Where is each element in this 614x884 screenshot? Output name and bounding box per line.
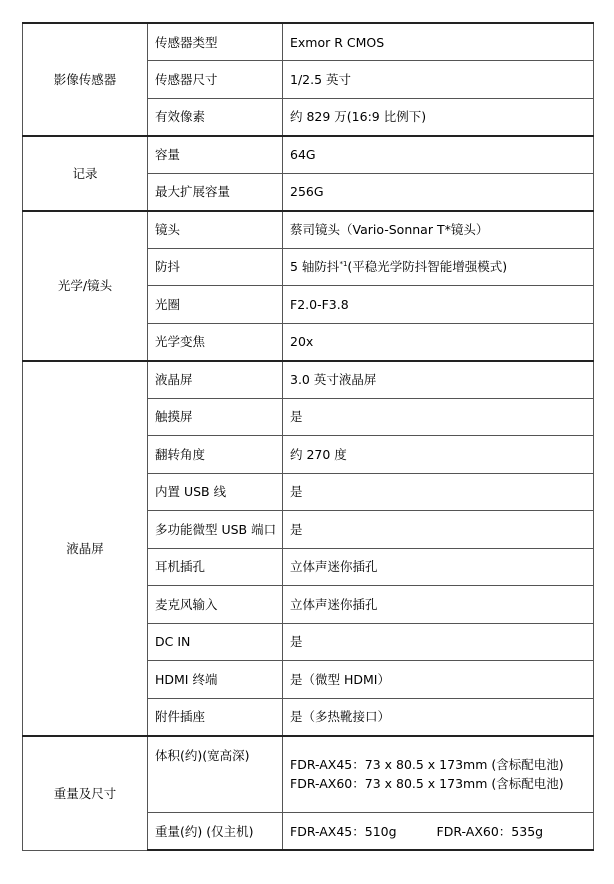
row-value: 约 829 万(16:9 比例下) bbox=[283, 98, 594, 136]
row-value: 3.0 英寸液晶屏 bbox=[283, 361, 594, 399]
row-label: 防抖 bbox=[148, 248, 283, 286]
row-label: 有效像素 bbox=[148, 98, 283, 136]
table-row bbox=[23, 211, 594, 249]
row-value: 立体声迷你插孔 bbox=[283, 586, 594, 624]
row-value: 是（多热靴接口） bbox=[283, 698, 594, 736]
row-label: 镜头 bbox=[148, 211, 283, 249]
row-label: 附件插座 bbox=[148, 698, 283, 736]
row-label: 触摸屏 bbox=[148, 398, 283, 436]
row-value bbox=[283, 736, 594, 813]
row-label: 多功能微型 USB 端口 bbox=[148, 511, 283, 549]
category-optics-lens: 光学/镜头 bbox=[23, 211, 148, 361]
category-recording: 记录 bbox=[23, 136, 148, 211]
stabilization-text: 5 轴防抖 bbox=[290, 259, 340, 275]
spec-table bbox=[22, 22, 594, 851]
row-label: 传感器类型 bbox=[148, 23, 283, 61]
row-label: DC IN bbox=[148, 623, 283, 661]
row-label: 液晶屏 bbox=[148, 361, 283, 399]
row-value bbox=[283, 813, 594, 851]
table-row bbox=[23, 136, 594, 174]
row-label: 重量(约) (仅主机) bbox=[148, 813, 283, 851]
row-value: 是 bbox=[283, 473, 594, 511]
row-value: 1/2.5 英寸 bbox=[283, 61, 594, 99]
category-weight-size: 重量及尺寸 bbox=[23, 736, 148, 851]
row-label: 最大扩展容量 bbox=[148, 173, 283, 211]
row-value: Exmor R CMOS bbox=[283, 23, 594, 61]
table-row bbox=[23, 361, 594, 399]
row-value: 立体声迷你插孔 bbox=[283, 548, 594, 586]
row-value: 是（微型 HDMI） bbox=[283, 661, 594, 699]
row-label: 耳机插孔 bbox=[148, 548, 283, 586]
row-label: 麦克风输入 bbox=[148, 586, 283, 624]
dimensions-ax60: FDR-AX60：73 x 80.5 x 173mm (含标配电池) bbox=[290, 776, 564, 792]
row-label: 体积(约)(宽高深) bbox=[148, 736, 283, 813]
category-image-sensor: 影像传感器 bbox=[23, 23, 148, 136]
row-value: 256G bbox=[283, 173, 594, 211]
weight-ax45: FDR-AX45：510g bbox=[290, 823, 397, 839]
category-lcd: 液晶屏 bbox=[23, 361, 148, 736]
row-value: 约 270 度 bbox=[283, 436, 594, 474]
row-label: 翻转角度 bbox=[148, 436, 283, 474]
dimensions-ax45: FDR-AX45：73 x 80.5 x 173mm (含标配电池) bbox=[290, 757, 564, 773]
row-label: 光学变焦 bbox=[148, 323, 283, 361]
row-value: 是 bbox=[283, 511, 594, 549]
stabilization-mode: (平稳光学防抖智能增强模式) bbox=[347, 259, 508, 275]
row-label: 容量 bbox=[148, 136, 283, 174]
row-value: 64G bbox=[283, 136, 594, 174]
row-label: HDMI 终端 bbox=[148, 661, 283, 699]
row-label: 传感器尺寸 bbox=[148, 61, 283, 99]
row-label: 光圈 bbox=[148, 286, 283, 324]
row-value: 20x bbox=[283, 323, 594, 361]
footnote-marker: *1 bbox=[339, 260, 348, 269]
row-value: 是 bbox=[283, 398, 594, 436]
row-value: 蔡司镜头（Vario-Sonnar T*镜头） bbox=[283, 211, 594, 249]
weight-ax60: FDR-AX60：535g bbox=[436, 823, 544, 839]
row-value: 是 bbox=[283, 623, 594, 661]
table-row bbox=[23, 736, 594, 813]
row-value bbox=[283, 248, 594, 286]
row-value: F2.0-F3.8 bbox=[283, 286, 594, 324]
row-label: 内置 USB 线 bbox=[148, 473, 283, 511]
table-row bbox=[23, 23, 594, 61]
